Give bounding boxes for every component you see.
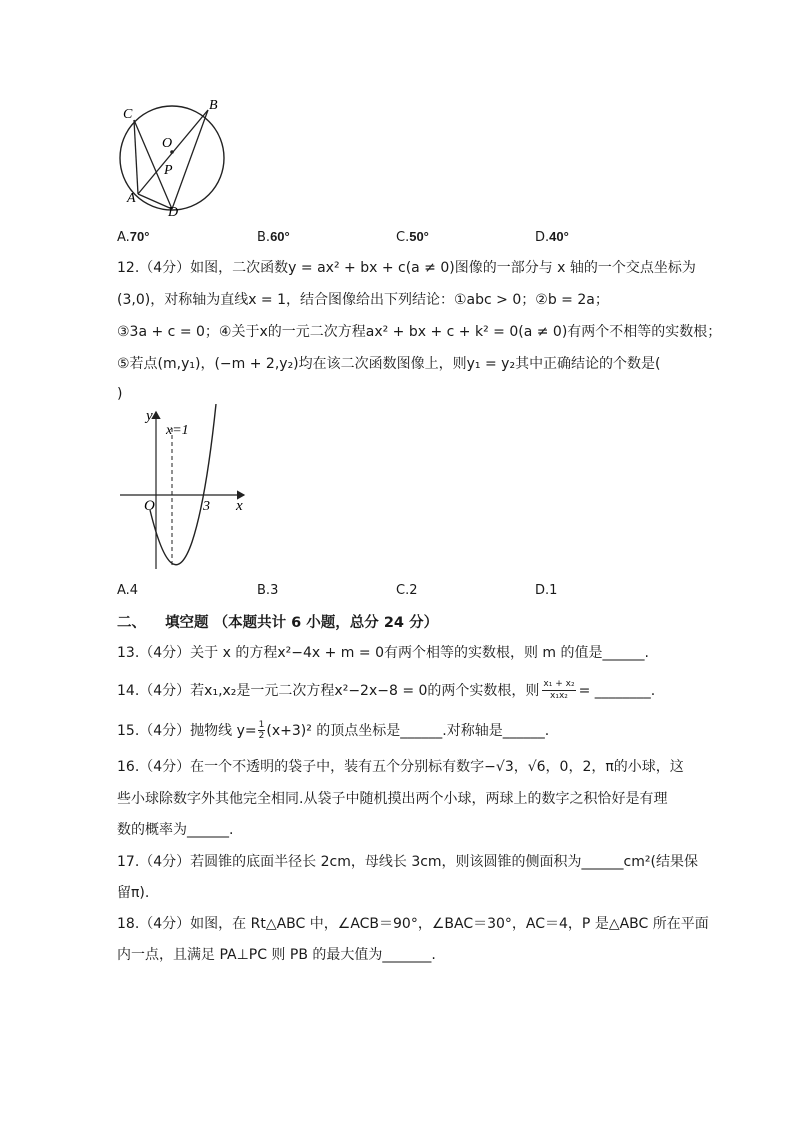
q17-line-1: 17.（4分）若圆锥的底面半径长 2cm，母线长 3cm，则该圆锥的侧面积为______cm²(结果保	[117, 854, 698, 870]
q12-line-2: (3,0)，对称轴为直线x = 1，结合图像给出下列结论：①abc > 0；②b = 2a；	[117, 292, 609, 308]
q12-option-a: A.4	[117, 583, 139, 598]
q14-prefix: 14.（4分）若x₁,x₂是一元二次方程x²−2x−8 = 0的两个实数根，则	[117, 682, 540, 699]
q12-line-4: ⑤若点(m,y₁)，(−m + 2,y₂)均在该二次函数图像上，则y₁ = y₂其中正确结论的个数是(	[117, 356, 661, 372]
q11-option-d: D.40°	[535, 229, 569, 245]
circle-figure	[112, 96, 232, 220]
label-B: B	[209, 98, 218, 113]
q16-line-1: 16.（4分）在一个不透明的袋子中，装有五个分别标有数字−√3，√6，0，2，π的小球，这	[117, 759, 684, 775]
chord-BD	[172, 110, 208, 209]
label-P: P	[164, 163, 173, 178]
q12-line-5: )	[117, 386, 123, 402]
q15-text	[117, 720, 549, 741]
q15-fraction-denominator: 2	[258, 731, 265, 741]
q11-option-c: C.50°	[396, 229, 429, 245]
q14-fraction	[542, 679, 575, 702]
q17-line-2: 留π).	[117, 885, 150, 901]
q15-prefix: 15.（4分）抛物线 y=	[117, 722, 257, 739]
chord-CA	[134, 120, 138, 194]
label-A: A	[127, 191, 136, 206]
label-O: O	[162, 136, 173, 151]
q14-suffix: = ________.	[578, 682, 656, 699]
q11-option-a: A.70°	[117, 229, 150, 245]
label-three: 3	[203, 499, 210, 514]
q12-option-b: B.3	[257, 583, 279, 598]
q12-option-d: D.1	[535, 583, 558, 598]
q15-fraction-numerator: 1	[258, 720, 265, 730]
q18-line-1: 18.（4分）如图，在 Rt△ABC 中，∠ACB＝90°，∠BAC＝30°，AC＝4，P 是△ABC 所在平面	[117, 916, 709, 932]
q15-fraction	[258, 720, 266, 741]
section-2-heading	[117, 611, 438, 632]
q13-text: 13.（4分）关于 x 的方程x²−4x + m = 0有两个相等的实数根，则 m 的值是______.	[117, 645, 649, 661]
section-2-title: 填空题 （本题共计 6 小题，总分 24 分）	[165, 615, 439, 631]
q14-text	[117, 679, 655, 702]
label-origin: O	[144, 498, 155, 514]
q15-suffix: (x+3)² 的顶点坐标是______.对称轴是______.	[266, 722, 550, 739]
label-C: C	[123, 107, 133, 122]
q14-fraction-denominator: x₁x₂	[550, 691, 568, 701]
q12-option-c: C.2	[396, 583, 418, 598]
q12-line-1: 12.（4分）如图，二次函数y = ax² + bx + c(a ≠ 0)图像的一部分与 x 轴的一个交点坐标为	[117, 260, 696, 276]
q18-line-2: 内一点，且满足 PA⊥PC 则 PB 的最大值为_______.	[117, 947, 436, 963]
label-axis: x=1	[166, 423, 189, 438]
parabola-figure	[112, 404, 262, 572]
q14-fraction-numerator: x₁ + x₂	[543, 679, 575, 689]
section-2-number: 二、	[117, 615, 146, 631]
label-y: y	[146, 408, 153, 424]
q16-line-2: 些小球除数字外其他完全相同.从袋子中随机摸出两个小球，两球上的数字之积恰好是有理	[117, 791, 668, 807]
q16-line-3: 数的概率为______.	[117, 822, 234, 838]
label-D: D	[168, 205, 179, 220]
label-x: x	[236, 498, 243, 514]
q11-option-b: B.60°	[257, 229, 290, 245]
q12-line-3: ③3a + c = 0；④关于x的一元二次方程ax² + bx + c + k² = 0(a ≠ 0)有两个不相等的实数根；	[117, 324, 722, 340]
